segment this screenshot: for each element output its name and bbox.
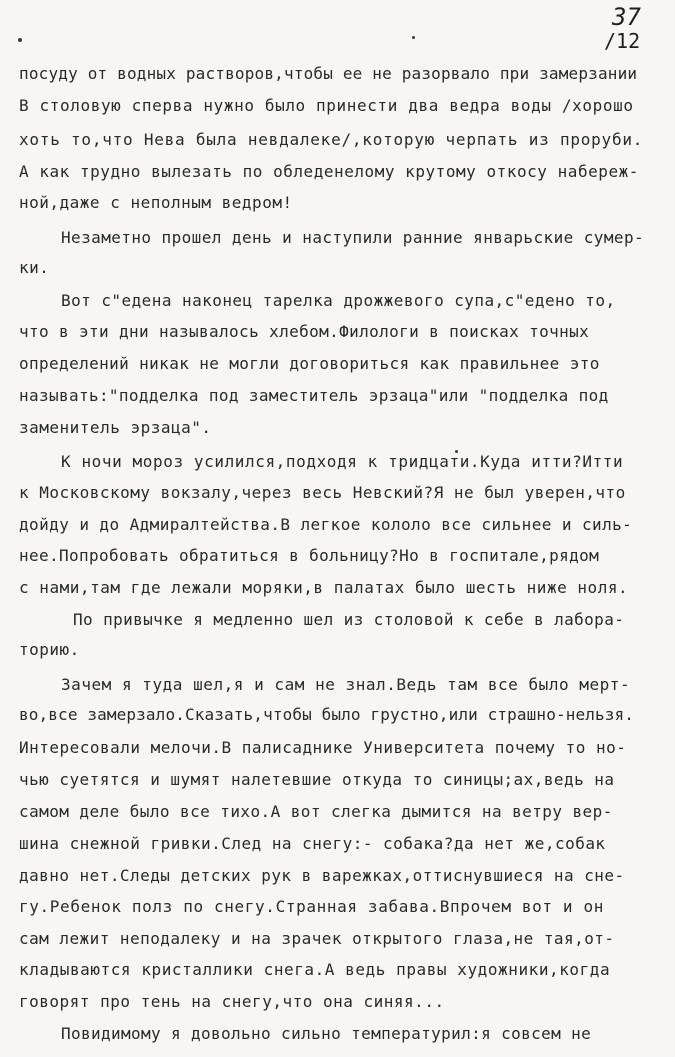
text-line: торию. [19,640,80,659]
text-line: сам лежит неподалеку и на зрачек открытого глаза,не тая,от- [19,929,615,948]
text-line: Повидимому я довольно сильно температурил:я совсем не [61,1024,592,1043]
text-line: самом деле было все тихо.А вот слегка дымится на ветру вер- [19,802,613,821]
text-line: нее.Попробовать обратиться в больницу?Но в госпитале,рядом [19,546,600,565]
text-line: К ночи мороз усилился,подходя к тридцати.Куда итти?Итти [61,452,624,471]
text-line: к Московскому вокзалу,через весь Невский?Я не был уверен,что [19,483,626,502]
text-line: ки. [19,258,50,277]
text-line: чью суетятся и шумят налетевшие откуда то синицы;ах,ведь на [19,770,615,789]
text-line: во,все замерзало.Сказать,чтобы было грустно,или страшно-нельзя. [19,705,635,724]
text-line: Зачем я туда шел,я и сам не знал.Ведь там все было мерт- [61,675,631,694]
scan-speck [412,36,415,39]
text-line: шина снежной гривки.След на снегу:- собака?да нет же,собак [19,834,606,853]
text-line: что в эти дни называлось хлебом.Филологи в поисках точных [19,322,590,341]
text-line: гу.Ребенок полз по снегу.Странная забава.Впрочем вот и он [19,897,604,916]
text-line: давно нет.Следы детских рук в варежках,оттиснувшиеся на сне- [19,866,625,885]
text-line: хоть то,что Нева была невдалеке/,которую черпать из проруби. [19,130,644,149]
text-line: называть:"подделка под заместитель эрзаца"или "подделка под [19,386,609,405]
text-line: В столовую сперва нужно было принести два ведра воды /хорошо [19,96,634,115]
text-line: По привычке я медленно шел из столовой к себе в лабора- [73,610,625,629]
text-line: Интересовали мелочи.В палисаднике Университета почему то но- [19,738,627,757]
text-line: кладываются кристаллики снега.А ведь правы художники,когда [19,960,611,979]
text-line: с нами,там где лежали моряки,в палатах было шесть ниже ноля. [19,578,629,597]
text-line: Незаметно прошел день и наступили ранние январьские сумер- [61,228,645,247]
text-line: дойду и до Адмиралтейства.В легкое кололо все сильнее и силь- [19,515,633,534]
text-line: Вот с"едена наконец тарелка дрожжевого супа,с"едено то, [61,291,616,310]
text-line: заменитель эрзаца". [19,418,212,437]
text-line: посуду от водных растворов,чтобы ее не разорвало при замерзании [19,64,638,83]
text-line: А как трудно вылезать по обледенелому крутому откосу набереж- [19,162,639,181]
text-line: говорят про тень на снегу,что она синяя... [19,992,445,1011]
page-number: 37 [612,3,641,31]
page-sub-number: /12 [604,29,641,53]
text-line: ной,даже с неполным ведром! [19,193,293,212]
text-line: определений никак не могли договориться как правильнее это [19,354,600,373]
scan-speck [18,38,22,42]
